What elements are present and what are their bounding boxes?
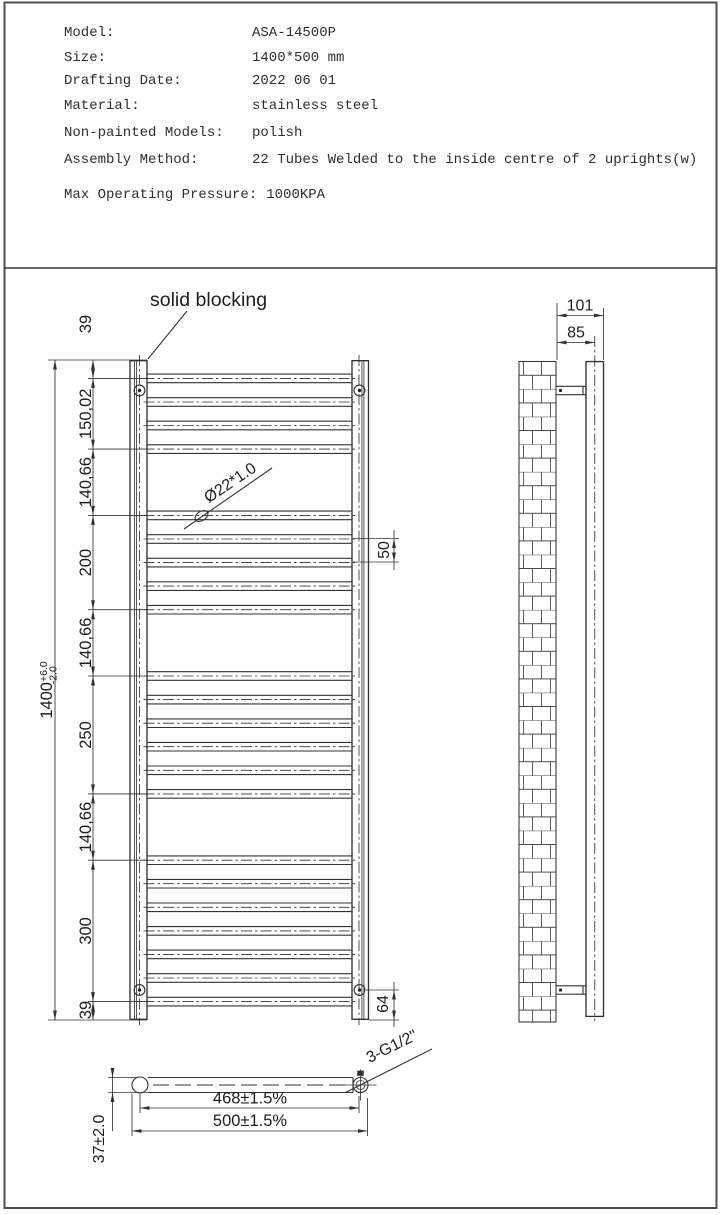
dim-segment: 39 [77,1000,95,1020]
dim-segment: 39 [77,314,95,334]
tube-spec-label: Ø22*1.0 [201,459,260,507]
dim-bottom-bracket: 64 [375,995,392,1013]
left-upright [130,355,147,1025]
field-label: Max Operating Pressure: [64,187,258,203]
solid-blocking-callout [148,289,267,359]
field-value: polish [252,125,303,141]
field-value: stainless steel [252,98,379,114]
upright-profile [586,336,604,1021]
left-upright-section [132,1077,148,1093]
segment-dimensions [77,315,95,1019]
dim-segment: 140,66 [77,801,95,853]
dim-segment: 200 [77,548,95,577]
side-view [519,298,604,1023]
connection-callout [346,1027,433,1092]
dim-segment: 250 [77,721,95,749]
solid-blocking-label: solid blocking [150,289,268,311]
dim-segment: 140,66 [77,457,95,508]
depth-dimensions [557,298,604,361]
dim-depth: 37±2.0 [91,1114,108,1164]
tube-pitch-dimension [353,530,399,570]
field-value: 22 Tubes Welded to the inside centre of 2 uprights(w) [252,152,698,168]
leader-line [148,311,187,359]
field-value: 1400*500 mm [252,50,345,66]
bottom-bracket-dimension [366,982,399,1027]
field-label: Assembly Method: [64,152,199,168]
tube-spec-callout [184,460,272,529]
dim-segment: 300 [77,917,95,945]
dim-wall-to-center: 85 [567,324,585,342]
wall-section [519,362,556,1023]
dim-overall-width: 500±1.5% [212,1112,288,1130]
dim-overall-height: $1400^{+6.0}-2.0$ [38,661,60,719]
tube-array [88,374,356,1006]
field-label: Size: [64,50,107,66]
wall-bracket-bottom [556,986,586,994]
field-label: Material: [64,98,140,114]
right-upright [352,355,369,1025]
dim-segment: 140,66 [77,617,95,669]
bottom-view [91,1027,432,1163]
dim-segment: 150,02 [77,388,95,440]
dim-tube-pitch: 50 [376,541,393,559]
field-label: Drafting Date: [64,73,182,89]
dim-hole-centers: 468±1.5% [212,1089,288,1108]
field-value: 2022 06 01 [252,73,337,89]
field-label: Non-painted Models: [64,125,224,141]
field-value: ASA-14500P [252,25,337,41]
connection-label: 3-G1/2" [363,1027,421,1067]
dim-total-depth: 101 [566,297,594,315]
page-frame [5,3,717,1209]
tube-depth-dimension [91,1070,148,1164]
field-value: 1000KPA [266,187,326,203]
field-label: Model: [64,25,115,41]
wall-bracket-top [556,386,586,394]
